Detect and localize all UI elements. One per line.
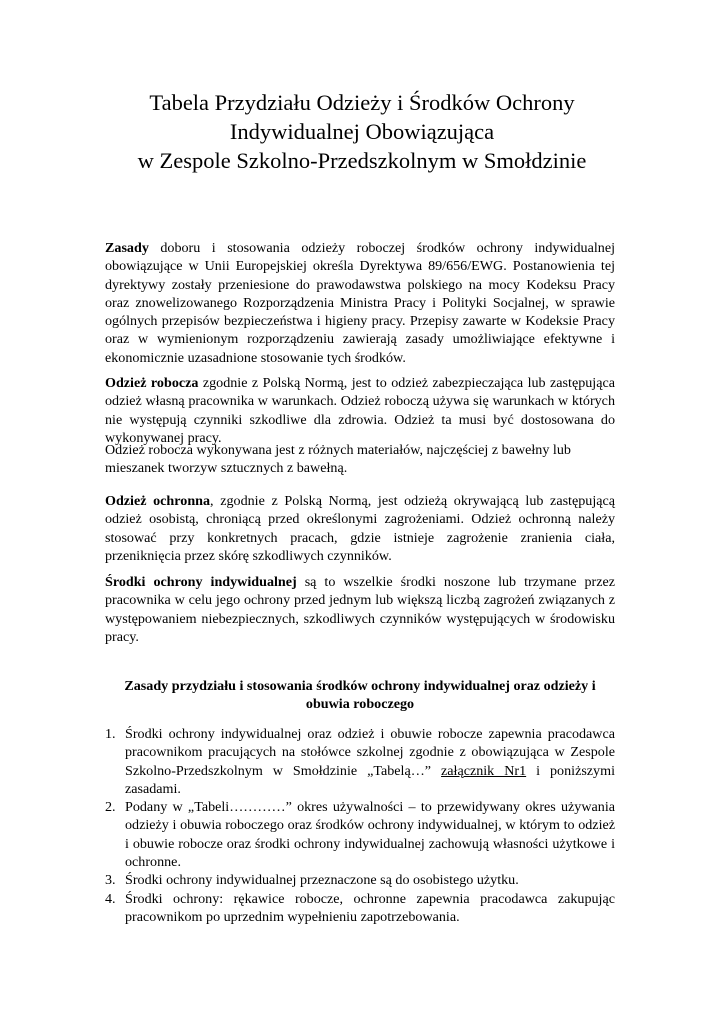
list-item-text-after: i poniższymi zasadami.	[125, 762, 615, 797]
term-zasady: Zasady	[105, 240, 149, 256]
title-line-3: w Zespole Szkolno-Przedszkolnym w Smołdzinie	[137, 148, 587, 173]
page-title	[60, 88, 664, 175]
section-heading-line-1: Zasady przydziału i stosowania środków ochrony indywidualnej oraz odzieży i	[124, 678, 596, 694]
title-line-2: Indywidualnej Obowiązująca	[229, 119, 495, 144]
list-item-number: 1.	[105, 726, 116, 742]
list-item	[105, 890, 615, 927]
term-odziez-robocza: Odzież robocza	[105, 375, 199, 391]
paragraph-odziez-ochronna	[105, 492, 615, 565]
list-item	[105, 798, 615, 871]
title-line-1: Tabela Przydziału Odzieży i Środków Ochrony	[149, 90, 575, 115]
paragraph-odziez-robocza-2: Odzież robocza wykonywana jest z różnych materiałów, najczęściej z bawełny lub mieszanek tworzyw sztucznych z bawełną.	[105, 442, 571, 477]
text-srodki-ochrony: są to wszelkie środki noszone lub trzymane przez pracownika w celu jego ochrony przed jednym lub większą liczbą zagrożeń związanych z występowaniem niebezpiecznych, szkodliwych czynników występujących w środowisku pracy.	[105, 574, 615, 645]
term-odziez-ochronna: Odzież ochronna	[105, 493, 211, 509]
text-zasady: doboru i stosowania odzieży roboczej środków ochrony indywidualnej obowiązujące w Unii Europejskiej określa Dyrektywa 89/656/EWG. Postanowienia tej dyrektywy zostały przeniesione do prawodawstwa polskiego na mocy Kodeksu Pracy oraz znowelizowanego Rozporządzenia Ministra Pracy i Polityki Socjalnej, w sprawie ogólnych przepisów bezpieczeństwa i higieny pracy. Przepisy zawarte w Kodeksie Pracy oraz w wymienionym rozporządzeniu zawierają zasady umożliwiające efektywne i ekonomicznie uzasadnione stosowanie tych środków.	[105, 240, 615, 366]
list-item-number: 2.	[105, 799, 116, 816]
rules-list	[105, 725, 615, 926]
list-item-number: 4.	[105, 890, 116, 907]
paragraph-odziez-robocza	[105, 374, 615, 447]
text-odziez-ochronna: , zgodnie z Polską Normą, jest odzieżą okrywającą lub zastępującą odzież osobistą, chroniącą przed określonymi zagrożeniami. Odzież ochronną należy stosować przy konkretnych pracach, gdzie istnieje zagrożenie zranienia ciała, przeniknięcia przez skórę szkodliwych czynników.	[105, 493, 616, 564]
list-item-text: Środki ochrony: rękawice robocze, ochronne zapewnia pracodawca zakupując pracownikom po uprzednim wypełnieniu zapotrzebowania.	[125, 890, 615, 925]
list-item-text: Środki ochrony indywidualnej przeznaczone są do osobistego użytku.	[125, 872, 519, 889]
paragraph-zasady	[105, 239, 615, 367]
section-heading	[105, 677, 615, 714]
list-item	[105, 871, 615, 889]
list-item-text: Środki ochrony indywidualnej oraz odzież i obuwie robocze zapewnia pracodawca pracownikom pracujących na stołówce szkolnej zgodnie z obowiązująca w Zespole Szkolno-Przedszkolnym w Smołdzinie „Tabelą…”	[125, 726, 615, 779]
attachment-link[interactable]: załącznik Nr1	[441, 762, 527, 779]
text-odziez-robocza: zgodnie z Polską Normą, jest to odzież zabezpieczająca lub zastępująca odzież własną pracownika w warunkach. Odzież roboczą używa się warunkach w których nie występują czynniki szkodliwe dla zdrowia. Odzież ta musi być dostosowana do wykonywanej pracy.	[105, 375, 615, 446]
section-heading-line-2: obuwia roboczego	[305, 696, 415, 713]
term-srodki-ochrony: Środki ochrony indywidualnej	[105, 574, 297, 590]
paragraph-srodki-ochrony	[105, 573, 615, 646]
list-item-number: 3.	[105, 872, 116, 889]
list-item-text: Podany w „Tabeli…………” okres używalności – to przewidywany okres używania odzieży i obuwia roboczego oraz środków ochrony indywidualnej, w którym to odzież i obuwie robocze oraz środki ochrony indywidualnej zachowują własności użytkowe i ochronne.	[125, 799, 615, 871]
list-item	[105, 725, 615, 798]
